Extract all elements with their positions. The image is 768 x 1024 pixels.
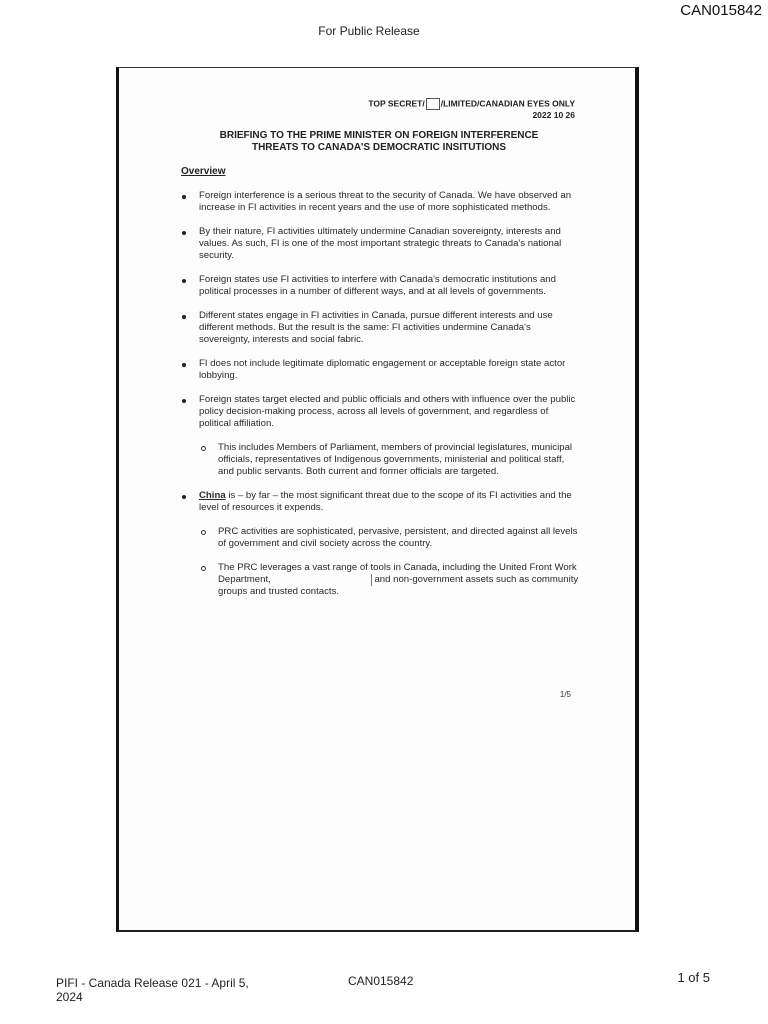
china-label: China xyxy=(199,490,226,501)
bullet-dot xyxy=(182,495,186,499)
bullet-dot xyxy=(182,315,186,319)
classification-suffix: /LIMITED/CANADIAN EYES ONLY xyxy=(440,98,575,109)
sub-bullet-ring xyxy=(201,530,206,535)
sub-bullet-text: PRC activities are sophisticated, pervasive, persistent, and directed against all levels of government and civil society across the country. xyxy=(218,526,578,549)
classification-line xyxy=(368,98,575,110)
document-title xyxy=(179,130,579,154)
bullet-item-china xyxy=(181,490,581,514)
bullet-text: Foreign states target elected and public officials and others with influence over the public policy decision-making process, across all levels of government, and regardless of political affiliation. xyxy=(199,394,576,429)
bullet-dot xyxy=(182,363,186,367)
bullet-text: Foreign interference is a serious threat to the security of Canada. We have observed an increase in FI activities in recent years and the use of more sophisticated methods. xyxy=(199,190,572,213)
sub-bullet-item xyxy=(181,526,581,550)
bullet-text: FI does not include legitimate diplomatic engagement or acceptable foreign state actor lobbying. xyxy=(199,358,566,381)
bullet-item xyxy=(181,310,581,346)
bullet-text: By their nature, FI activities ultimately undermine Canadian sovereignty, interests and values. As such, FI is one of the most important strategic threats to Canada's national security. xyxy=(199,226,562,261)
bullet-item xyxy=(181,226,581,262)
sub-bullet-ring xyxy=(201,446,206,451)
bullet-item xyxy=(181,190,581,214)
bullet-dot xyxy=(182,399,186,403)
section-heading: Overview xyxy=(181,166,226,177)
redaction-box xyxy=(271,574,372,586)
bullet-text: Different states engage in FI activities in Canada, pursue different interests and use different methods. But the result is the same: FI activities undermine Canada's sovereignty, interests and social fabric. xyxy=(199,310,553,345)
document-page xyxy=(116,67,639,932)
footer-doc-id: CAN015842 xyxy=(348,974,414,988)
footer-page-count: 1 of 5 xyxy=(677,970,710,985)
sub-bullet-text: This includes Members of Parliament, members of provincial legislatures, municipal officials, representatives of Indigenous governments, ministerial and political staff, and public servants. Both current and former officials are targeted. xyxy=(218,442,573,477)
classification-prefix: TOP SECRET/ xyxy=(368,98,425,109)
sub-bullet-text-a: The PRC leverages a vast range of tools in Canada, including the United Front Work Department, xyxy=(218,562,577,585)
document-date: 2022 10 26 xyxy=(532,110,575,120)
document-id: CAN015842 xyxy=(680,2,762,19)
classification-block xyxy=(368,98,575,121)
sub-bullet-ring xyxy=(201,566,206,571)
bullet-dot xyxy=(182,195,186,199)
title-line-1: BRIEFING TO THE PRIME MINISTER ON FOREIGN INTERFERENCE xyxy=(219,130,539,141)
redaction-box xyxy=(426,98,440,110)
bullet-dot xyxy=(182,279,186,283)
sub-bullet-text-b: and non-government assets such as community groups and trusted contacts. xyxy=(218,574,579,597)
bullet-text: Foreign states use FI activities to interfere with Canada's democratic institutions and political processes in a number of different ways, and at all levels of governments. xyxy=(199,274,556,297)
title-line-2: THREATS TO CANADA'S DEMOCRATIC INSITUTIONS xyxy=(251,142,507,153)
release-label: For Public Release xyxy=(318,24,420,38)
bullet-list xyxy=(181,190,581,598)
bullet-item xyxy=(181,274,581,298)
sub-bullet-item xyxy=(181,442,581,478)
bullet-text: is – by far – the most significant threat due to the scope of its FI activities and the level of resources it expends. xyxy=(199,490,572,513)
bullet-item xyxy=(181,358,581,382)
sub-bullet-item xyxy=(181,562,581,598)
page-number: 1/5 xyxy=(559,690,571,699)
bullet-item xyxy=(181,394,581,430)
footer-release: PIFI - Canada Release 021 - April 5, 2024 xyxy=(56,976,249,1004)
bullet-dot xyxy=(182,231,186,235)
